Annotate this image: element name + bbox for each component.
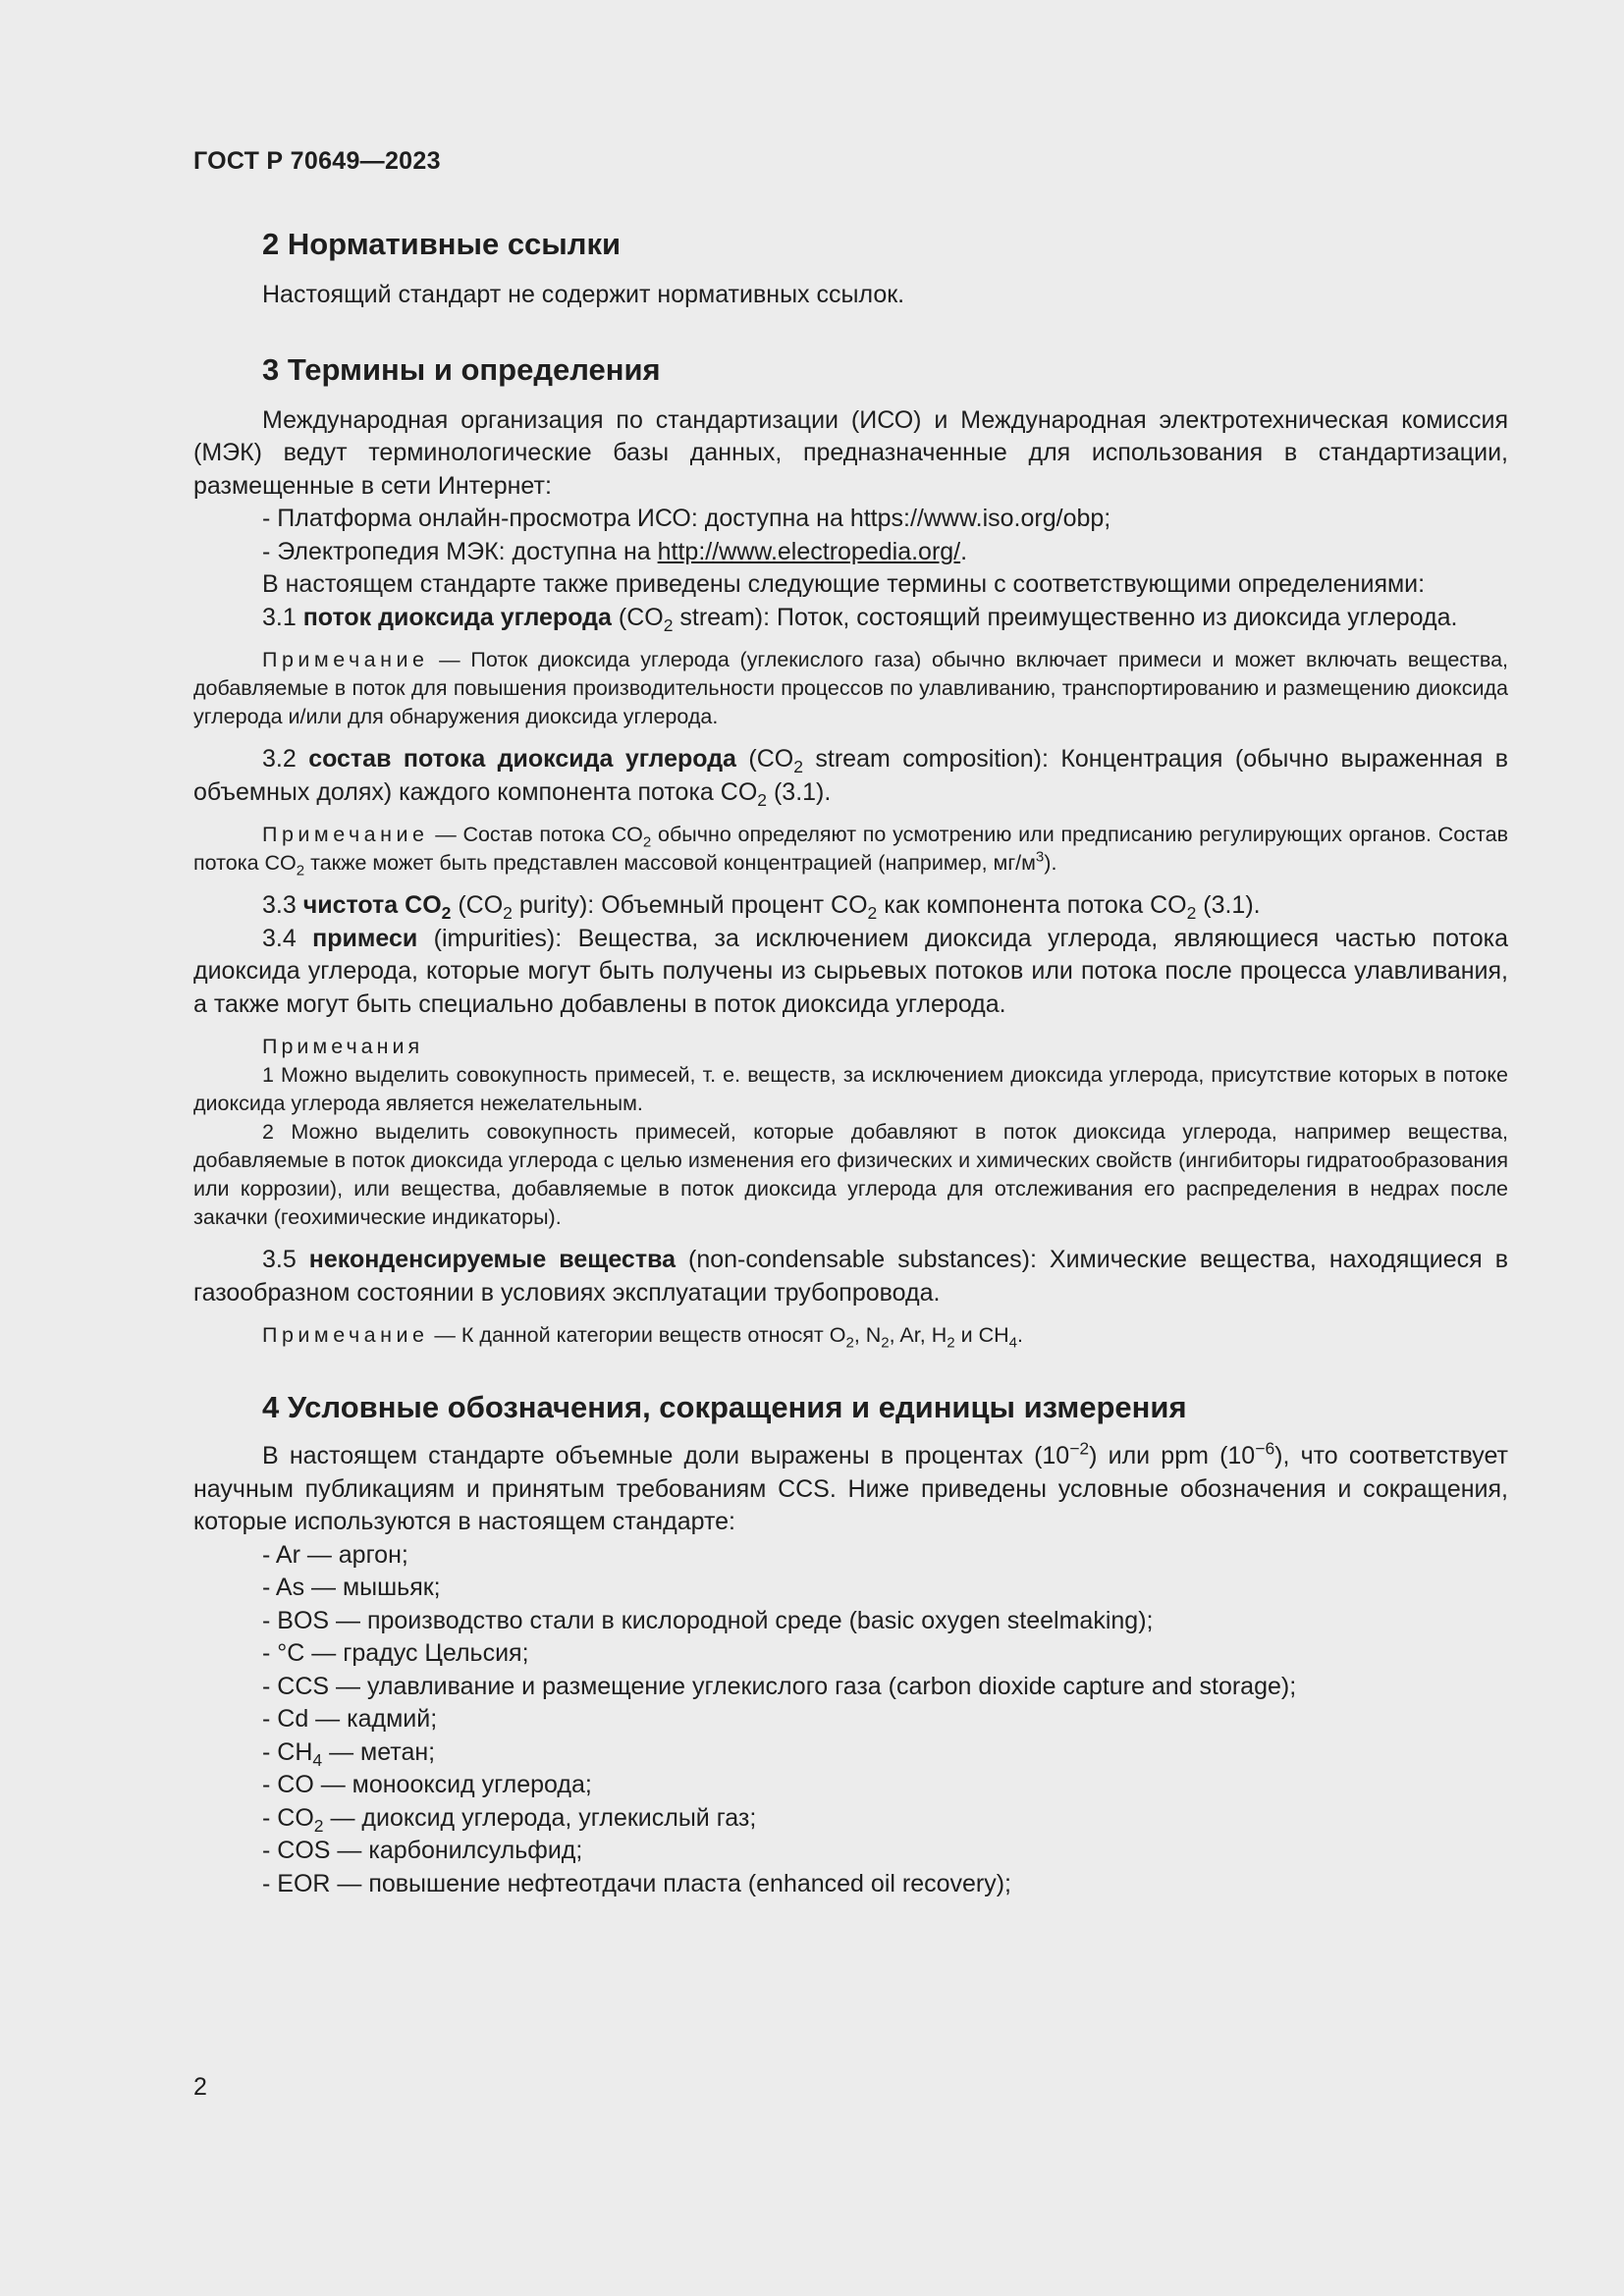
section-2-text: Настоящий стандарт не содержит нормативных ссылок. bbox=[262, 281, 905, 308]
page-number: 2 bbox=[193, 2073, 207, 2101]
list-item: - EOR — повышение нефтеотдачи пласта (enhanced oil recovery); bbox=[262, 1869, 1012, 1897]
note-3-4-2: 2 Можно выделить совокупность примесей, которые добавляют в поток диоксида углерода, например вещества, добавляемые в поток диоксида углерода с целью изменения его физических и химических свойств (ингибиторы гидратообразования или коррозии), или вещества, добавляемые в поток диоксида углерода для отслеживания его распределения в недрах после закачки (геохимические индикаторы). bbox=[193, 1120, 1508, 1229]
list-item-iso: - Платформа онлайн-просмотра ИСО: доступна на https://www.iso.org/obp; bbox=[262, 505, 1111, 532]
section-2-title: 2 Нормативные ссылки bbox=[262, 227, 622, 261]
list-item: - BOS — производство стали в кислородной среде (basic oxygen steelmaking); bbox=[262, 1606, 1154, 1634]
list-item: - Cd — кадмий; bbox=[262, 1705, 438, 1733]
list-item: - CO — монооксид углерода; bbox=[262, 1771, 592, 1798]
document-body bbox=[193, 222, 1508, 1900]
section-4-title: 4 Условные обозначения, сокращения и единицы измерения bbox=[262, 1390, 1187, 1424]
list-item: - Ar — аргон; bbox=[262, 1540, 408, 1569]
term-3-4: 3.4 примеси (impurities): Вещества, за исключением диоксида углерода, являющиеся частью потока диоксида углерода, которые могут быть получены из сырьевых потоков или потока после процесса улавливания, а также могут быть специально добавлены в поток диоксида углерода. bbox=[193, 924, 1508, 1018]
document-header: ГОСТ Р 70649—2023 bbox=[193, 147, 441, 175]
note-3-2: Примечание — Состав потока $CO_2$ обычно определяют по усмотрению или предписанию регулирующих органов. Состав потока $CO_2$ также может быть представлен массовой концентрацией (например, $мг/м^3$). bbox=[193, 823, 1508, 880]
list-item: - $CH_4$ — метан; bbox=[262, 1737, 436, 1770]
note-3-1: Примечание — Поток диоксида углерода (углекислого газа) обычно включает примеси и может включать вещества, добавляемые в поток для повышения производительности процессов по улавливанию, транспортированию и размещению диоксида углерода и/или для обнаружения диоксида углерода. bbox=[193, 648, 1509, 728]
section-3-also: В настоящем стандарте также приведены следующие термины с соответствующими определениями: bbox=[262, 570, 1426, 598]
notes-3-4-label: Примечания bbox=[262, 1035, 424, 1058]
term-3-5: 3.5 неконденсируемые вещества (non-condensable substances): Химические вещества, находящиеся в газообразном состоянии в условиях эксплуатации трубопровода. bbox=[193, 1246, 1509, 1307]
section-4-intro: В настоящем стандарте объемные доли выражены в процентах $(10^{-2})$ или ppm $(10^{-6})$, что соответствует научным публикациям и принятым требованиям CCS. Ниже приведены условные обозначения и сокращения, которые используются в настоящем стандарте: bbox=[193, 1438, 1508, 1535]
note-3-4-1: 1 Можно выделить совокупность примесей, т. е. веществ, за исключением диоксида углерода, присутствие которых в потоке диоксида углерода является нежелательным. bbox=[193, 1063, 1508, 1115]
section-3-title: 3 Термины и определения bbox=[262, 351, 661, 387]
list-item: - COS — карбонилсульфид; bbox=[262, 1837, 583, 1864]
list-item-iec: - Электропедия МЭК: доступна на http://www.electropedia.org/. bbox=[262, 537, 968, 565]
list-item: - $CO_2$ — диоксид углерода, углекислый газ; bbox=[262, 1803, 757, 1836]
list-item: - As — мышьяк; bbox=[262, 1574, 441, 1601]
list-item: - °C — градус Цельсия; bbox=[262, 1639, 529, 1667]
electropedia-link[interactable]: http://www.electropedia.org/ bbox=[657, 537, 961, 565]
term-3-3: 3.3 чистота $CO_2$ ($CO_2$ purity): Объемный процент $CO_2$ как компонента потока $CO_2$ (3.1). bbox=[262, 891, 1261, 924]
list-item: - CCS — улавливание и размещение углекислого газа (carbon dioxide capture and storage); bbox=[262, 1672, 1297, 1700]
section-3-intro: Международная организация по стандартизации (ИСО) и Международная электротехническая комиссия (МЭК) ведут терминологические базы данных, предназначенные для использования в стандартизации, размещенные в сети Интернет: bbox=[193, 405, 1508, 500]
term-3-2: 3.2 состав потока диоксида углерода ($CO_2$ stream composition): Концентрация (обычно выраженная в объемных долях) каждого компонента потока $CO_2$ (3.1). bbox=[193, 745, 1508, 810]
note-3-5: Примечание — К данной категории веществ относят $O_2$, $N_2$, Ar, $H_2$ и $CH_4$. bbox=[262, 1323, 1023, 1352]
abbreviation-list bbox=[193, 1539, 1508, 1736]
term-3-1: 3.1 поток диоксида углерода ($CO_2$ stream): Поток, состоящий преимущественно из диоксида углерода. bbox=[262, 603, 1458, 635]
